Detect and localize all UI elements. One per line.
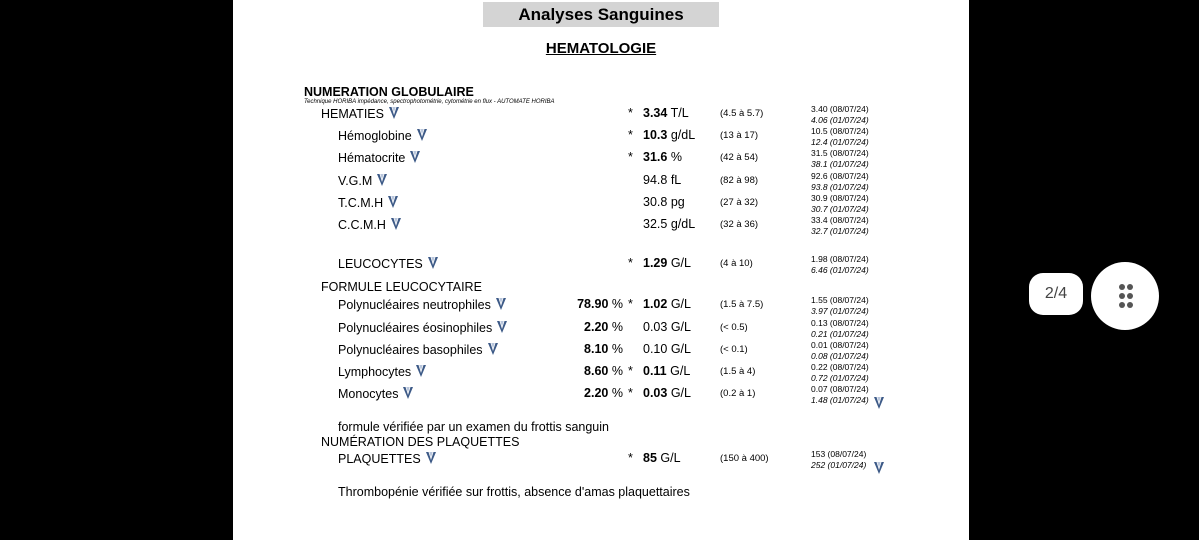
previous-results	[811, 362, 869, 384]
unit: T/L	[670, 106, 689, 120]
row-label-text: Lymphocytes	[338, 365, 412, 379]
row-label	[338, 128, 428, 143]
validated-check-icon	[487, 342, 499, 356]
formule-row	[233, 297, 969, 317]
row-value	[628, 195, 685, 209]
previous-results	[811, 215, 869, 237]
reference-range: (82 à 98)	[720, 175, 759, 186]
previous-2: 38.1 (01/07/24)	[811, 159, 869, 169]
row-label	[338, 364, 427, 379]
row-label-text: PLAQUETTES	[338, 452, 421, 466]
row-value	[628, 386, 691, 400]
previous-1: 31.5 (08/07/24)	[811, 148, 869, 158]
previous-results	[811, 104, 869, 126]
row-label	[338, 173, 388, 188]
validated-check-icon	[402, 386, 414, 400]
reference-range: (< 0.1)	[720, 344, 748, 355]
value: 0.10	[643, 342, 668, 356]
previous-2: 1.48 (01/07/24)	[811, 395, 869, 405]
unit: pg	[670, 195, 685, 209]
validated-check-icon	[415, 364, 427, 378]
previous-2: 0.08 (01/07/24)	[811, 351, 869, 361]
previous-results	[811, 384, 869, 406]
previous-results	[811, 193, 869, 215]
result-row	[233, 217, 969, 237]
validated-check-icon	[495, 297, 507, 311]
value: 94.8	[643, 173, 668, 187]
previous-2: 0.21 (01/07/24)	[811, 329, 869, 339]
row-label	[338, 297, 507, 312]
previous-2: 6.46 (01/07/24)	[811, 265, 869, 275]
row-label-text: T.C.M.H	[338, 196, 384, 210]
previous-results	[811, 126, 869, 148]
reference-range: (42 à 54)	[720, 152, 759, 163]
flag: *	[628, 256, 633, 270]
flag: *	[628, 297, 633, 311]
row-label-text: V.G.M	[338, 174, 373, 188]
result-row	[233, 173, 969, 193]
result-row	[233, 256, 969, 276]
percent-sign: %	[611, 320, 623, 334]
percent-value: 78.90	[577, 297, 609, 311]
row-value	[628, 150, 682, 164]
row-label	[338, 342, 499, 357]
validated-check-icon	[425, 451, 437, 465]
value: 0.11	[643, 364, 667, 378]
row-percent	[563, 364, 623, 378]
value: 31.6	[643, 150, 668, 164]
formule-row	[233, 320, 969, 340]
row-percent	[563, 342, 623, 356]
row-label	[338, 195, 399, 210]
page-indicator: 2/4	[1029, 273, 1083, 315]
value: 1.02	[643, 297, 668, 311]
validated-check-icon	[387, 195, 399, 209]
reference-range: (4.5 à 5.7)	[720, 108, 764, 119]
previous-1: 92.6 (08/07/24)	[811, 171, 869, 181]
result-row	[233, 150, 969, 170]
value: 0.03	[643, 320, 668, 334]
percent-value: 2.20	[584, 320, 609, 334]
row-label-text: Polynucléaires neutrophiles	[338, 298, 491, 312]
previous-results	[811, 318, 869, 340]
unit: G/L	[670, 342, 691, 356]
menu-button[interactable]	[1091, 262, 1159, 330]
unit: G/L	[670, 297, 691, 311]
value: 1.29	[643, 256, 668, 270]
row-label-text: Hématocrite	[338, 151, 406, 165]
validated-check-icon	[496, 320, 508, 334]
previous-2: 0.72 (01/07/24)	[811, 373, 869, 383]
reference-range: (150 à 400)	[720, 453, 769, 464]
percent-value: 8.10	[584, 342, 609, 356]
value: 3.34	[643, 106, 668, 120]
row-percent	[563, 386, 623, 400]
unit: G/L	[670, 320, 691, 334]
previous-1: 0.22 (08/07/24)	[811, 362, 869, 372]
validated-check-icon	[427, 256, 439, 270]
row-label	[321, 106, 400, 121]
previous-1: 0.07 (08/07/24)	[811, 384, 869, 394]
reference-range: (< 0.5)	[720, 322, 748, 333]
formule-header: FORMULE LEUCOCYTAIRE	[321, 280, 482, 294]
row-label	[338, 256, 439, 271]
row-value	[628, 173, 681, 187]
previous-2: 32.7 (01/07/24)	[811, 226, 869, 236]
previous-2: 30.7 (01/07/24)	[811, 204, 869, 214]
unit: G/L	[670, 364, 691, 378]
row-label	[338, 150, 421, 165]
previous-1: 0.01 (08/07/24)	[811, 340, 869, 350]
value: 32.5	[643, 217, 668, 231]
percent-sign: %	[611, 386, 623, 400]
row-label-text: Polynucléaires basophiles	[338, 343, 483, 357]
value: 10.3	[643, 128, 668, 142]
value: 85	[643, 451, 657, 465]
row-percent	[563, 320, 623, 334]
row-value	[628, 297, 691, 311]
section-title	[233, 40, 969, 57]
validated-check-icon	[873, 396, 885, 410]
previous-results	[811, 148, 869, 170]
row-percent	[563, 297, 623, 311]
row-label-text: C.C.M.H	[338, 218, 386, 232]
row-value	[628, 217, 695, 231]
validated-check-icon	[873, 461, 885, 475]
formule-row	[233, 342, 969, 362]
row-label	[338, 386, 414, 401]
reference-range: (32 à 36)	[720, 219, 759, 230]
previous-1: 153 (08/07/24)	[811, 449, 867, 459]
previous-results	[811, 449, 866, 471]
validated-check-icon	[390, 217, 402, 231]
previous-1: 33.4 (08/07/24)	[811, 215, 869, 225]
unit: G/L	[660, 451, 681, 465]
reference-range: (1.5 à 7.5)	[720, 299, 764, 310]
row-label-text: LEUCOCYTES	[338, 257, 423, 271]
validated-check-icon	[416, 128, 428, 142]
unit: %	[670, 150, 682, 164]
flag: *	[628, 386, 633, 400]
plaquettes-header: NUMÉRATION DES PLAQUETTES	[321, 435, 520, 449]
plaquettes-note: Thrombopénie vérifiée sur frottis, absence d'amas plaquettaires	[338, 485, 690, 499]
row-value	[628, 256, 691, 270]
previous-2: 252 (01/07/24)	[811, 460, 867, 470]
validated-check-icon	[409, 150, 421, 164]
flag: *	[628, 364, 633, 378]
flag: *	[628, 106, 633, 120]
row-label-text: Hémoglobine	[338, 129, 412, 143]
previous-1: 10.5 (08/07/24)	[811, 126, 869, 136]
flag: *	[628, 128, 633, 142]
previous-1: 30.9 (08/07/24)	[811, 193, 869, 203]
technique-note: Technique HORIBA impédance, spectrophotométrie, cytométrie en flux - AUTOMATE HORIBA	[304, 99, 555, 105]
previous-2: 12.4 (01/07/24)	[811, 137, 869, 147]
row-label-text: Monocytes	[338, 387, 399, 401]
previous-1: 0.13 (08/07/24)	[811, 318, 869, 328]
row-label-text: Polynucléaires éosinophiles	[338, 321, 493, 335]
document-title: Analyses Sanguines	[483, 2, 719, 27]
reference-range: (27 à 32)	[720, 197, 759, 208]
formule-row	[233, 364, 969, 384]
unit: g/dL	[670, 128, 696, 142]
section-title-text: HEMATOLOGIE	[545, 40, 657, 57]
previous-results	[811, 295, 869, 317]
percent-value: 8.60	[584, 364, 609, 378]
reference-range: (0.2 à 1)	[720, 388, 756, 399]
percent-sign: %	[611, 364, 623, 378]
formule-note: formule vérifiée par un examen du frottis sanguin	[338, 420, 609, 434]
formule-row	[233, 386, 969, 406]
flag: *	[628, 451, 633, 465]
previous-results	[811, 254, 869, 276]
percent-sign: %	[611, 342, 623, 356]
result-row	[233, 195, 969, 215]
document-page	[233, 0, 969, 540]
unit: fL	[670, 173, 682, 187]
row-value	[628, 451, 681, 465]
flag: *	[628, 150, 633, 164]
validated-check-icon	[388, 106, 400, 120]
row-value	[628, 128, 695, 142]
value: 0.03	[643, 386, 668, 400]
row-value	[628, 364, 690, 378]
unit: g/dL	[670, 217, 696, 231]
row-value	[628, 320, 691, 334]
numeration-header: NUMERATION GLOBULAIRE	[304, 85, 474, 99]
previous-1: 1.98 (08/07/24)	[811, 254, 869, 264]
row-label-text: HEMATIES	[321, 107, 384, 121]
reference-range: (4 à 10)	[720, 258, 753, 269]
previous-2: 3.97 (01/07/24)	[811, 306, 869, 316]
result-row	[233, 106, 969, 126]
unit: G/L	[670, 256, 691, 270]
value: 30.8	[643, 195, 668, 209]
previous-2: 4.06 (01/07/24)	[811, 115, 869, 125]
previous-1: 1.55 (08/07/24)	[811, 295, 869, 305]
previous-results	[811, 340, 869, 362]
percent-sign: %	[611, 297, 623, 311]
row-label	[338, 320, 508, 335]
row-label	[338, 217, 402, 232]
row-value	[628, 106, 689, 120]
previous-results	[811, 171, 869, 193]
previous-1: 3.40 (08/07/24)	[811, 104, 869, 114]
reference-range: (1.5 à 4)	[720, 366, 756, 377]
unit: G/L	[670, 386, 691, 400]
percent-value: 2.20	[584, 386, 609, 400]
validated-check-icon	[376, 173, 388, 187]
reference-range: (13 à 17)	[720, 130, 759, 141]
row-value	[628, 342, 691, 356]
previous-2: 93.8 (01/07/24)	[811, 182, 869, 192]
result-row	[233, 451, 969, 471]
result-row	[233, 128, 969, 148]
row-label	[338, 451, 437, 466]
